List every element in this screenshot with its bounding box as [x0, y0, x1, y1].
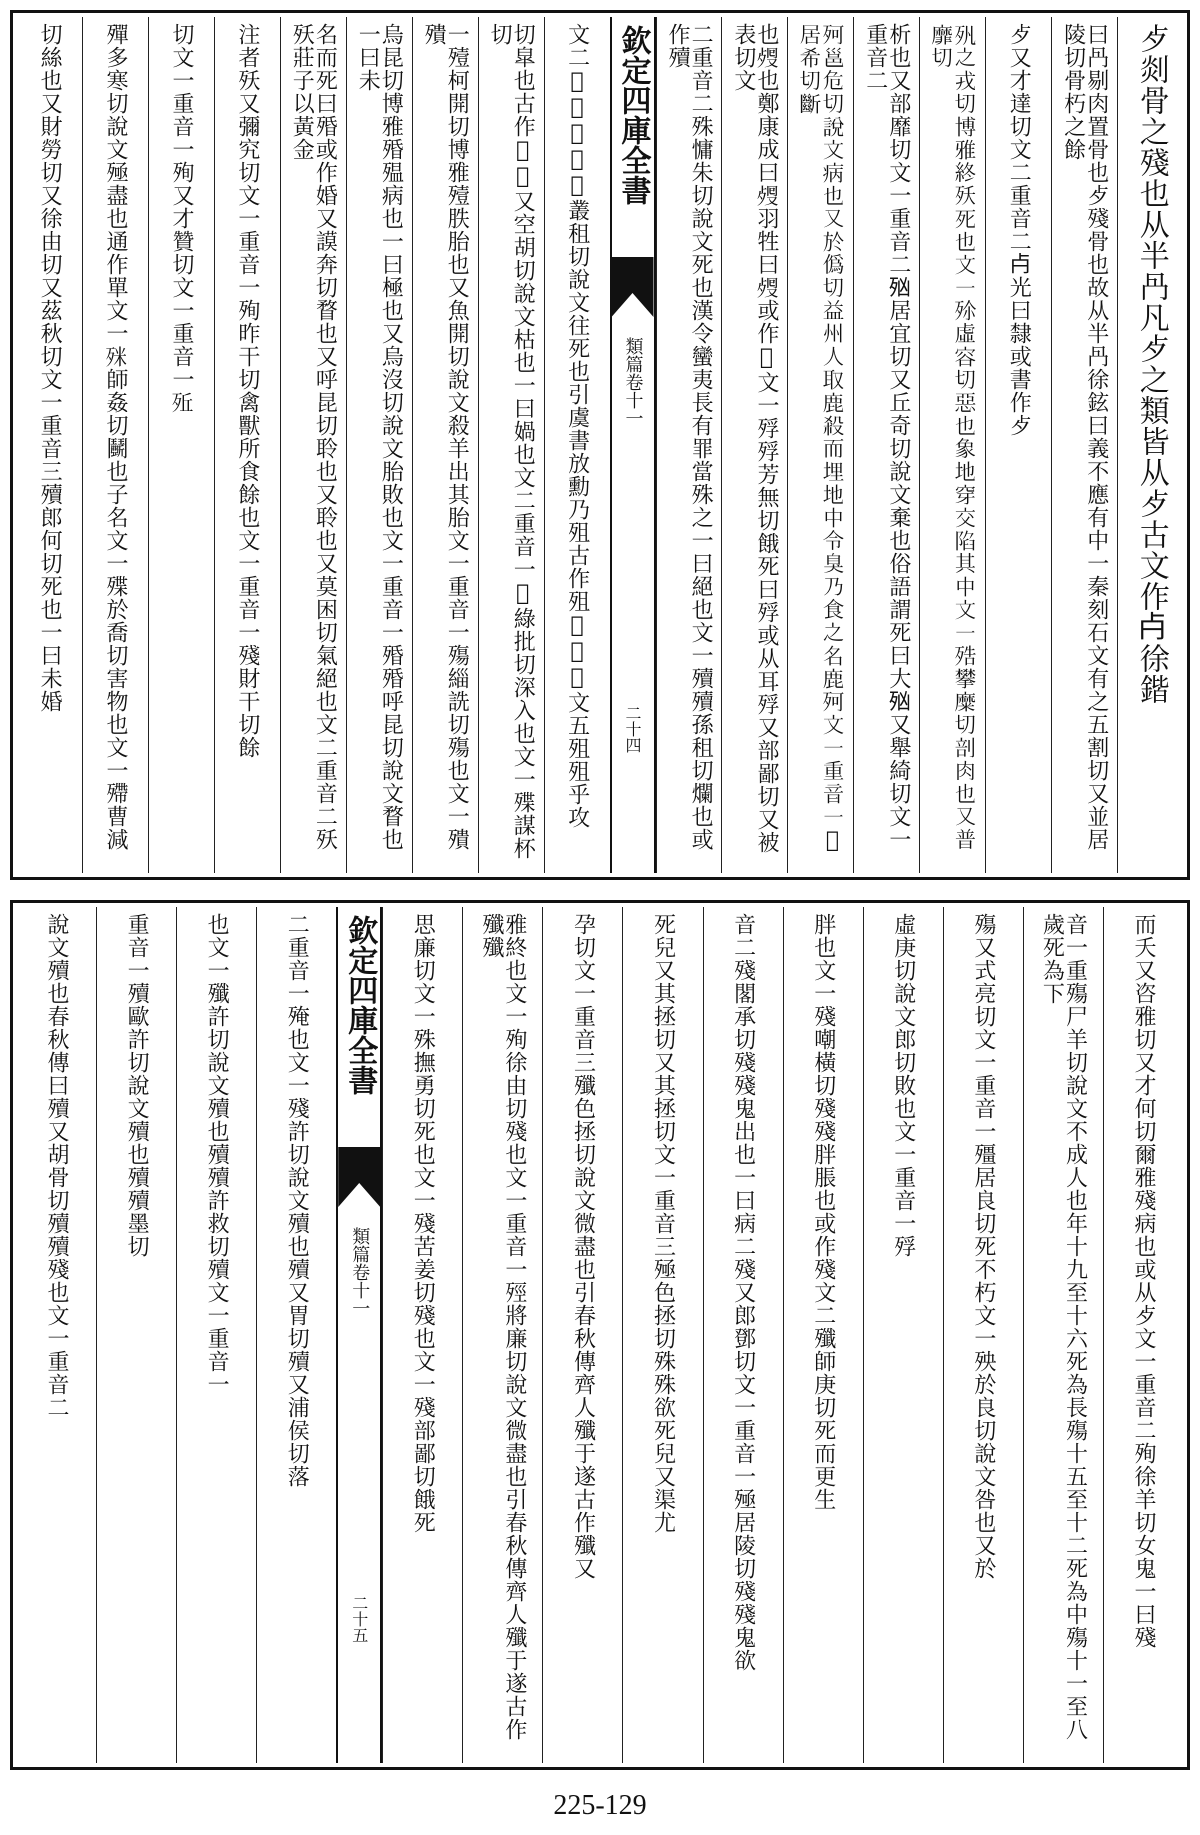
- text-column: 注者殀又彌究切文一重音一殉昨干切禽獸所食餘也文一重音一殘財干切餘: [214, 17, 280, 873]
- text-column: 孕切文一重音三殲色拯切說文微盡也引春秋傳齊人殲于遂古作殲又: [542, 907, 622, 1763]
- text-column: 歺剡骨之殘也从半冎凡歺之類皆从歺古文作𣦵徐鍇: [1117, 17, 1183, 873]
- text-column: 曰冎剔肉置骨也歺殘骨也故从半冎徐鉉曰義不應有中一秦刻石文有之五割切又並居陵切骨朽之餘: [1051, 17, 1117, 873]
- text-column: 音一重殤尸羊切說文不成人也年十九至十六死為長殤十五至十二死為中殤十一至八歲死為下: [1023, 907, 1103, 1763]
- banner-title: 欽定四庫全書: [342, 915, 378, 1095]
- text-column: 死兒又其拯切又其拯切文一重音三殛色拯切殊殊欲死兒又渠尤: [622, 907, 702, 1763]
- top-page: [10, 10, 1190, 880]
- banner-section: 類篇卷十一: [349, 1227, 371, 1317]
- text-column: 切文一重音一殉又才贊切文一重音一𣧭: [148, 17, 214, 873]
- text-column: 歺又才達切文二重音二𣦵光曰隸或書作歺: [985, 17, 1051, 873]
- banner-section: 類篇卷十一: [622, 337, 644, 427]
- page-number-footer: 225-129: [553, 1790, 647, 1821]
- text-column: 切皐也古作𣧰𣧰又空胡切說文枯也一曰媧也文二重音一𣨶綠批切深入也文一殜謀杯切: [478, 17, 544, 873]
- page-banner: [610, 17, 656, 873]
- text-column: 雅終也文一殉徐由切殘也文一重音一殌將廉切說文微盡也引春秋傳齊人殲于遂古作殲殲: [462, 907, 542, 1763]
- text-column: 也𣨏也鄭康成曰𣨏羽牲曰𣨏或作𣨒文一殍殍芳無切餓死曰殍或从耳殍又部鄙切又被表切文: [721, 17, 787, 873]
- banner-title: 欽定四庫全書: [615, 25, 651, 205]
- text-column: 說文殰也春秋傳曰殰又胡骨切殰殰殘也文一重音二: [43, 913, 69, 1419]
- text-column: 虛庚切說文郎切敗也文一重音一殍: [863, 907, 943, 1763]
- fish-tail-ornament: [338, 1147, 380, 1207]
- text-column: 也文一殲許切說文殰也殰殰許救切殰文一重音一: [176, 907, 256, 1763]
- text-column: 殤又式亮切文一重音一殭居良切死不朽文一殃於良切說文咎也又於: [943, 907, 1023, 1763]
- text-column: 二重音一殗也文一殘許切說文殰也殰又胃切殰又浦侯切落: [256, 907, 336, 1763]
- text-column: 一殪柯開切博雅殪胅胎也又魚開切說文殺羊出其胎文一重音一殤緇詵切殤也文一殨殨: [412, 17, 478, 873]
- page-banner: [336, 907, 382, 1763]
- text-column: 切絲也又財勞切又徐由切又茲秋切文一重音三殰郎何切死也一曰未婚: [37, 23, 63, 713]
- fish-tail-ornament: [612, 257, 654, 317]
- text-column: 析也又部靡切文一重音二𣧑居宜切又丘奇切說文棄也俗語謂死曰大𣧑又舉綺切文一重音二: [853, 17, 919, 873]
- text-column: 重音一殰歐許切說文殰也殰殰墨切: [96, 907, 176, 1763]
- text-column: 烏昆切博雅殙殟病也一曰極也又烏沒切說文胎敗也文一重音一殙殙呼昆切說文瞀也一曰未: [346, 17, 412, 873]
- text-column: 𣧇之戎切博雅終殀死也文一𣧠虛容切惡也象地穿交陷其中文一𣨓攀糜切剖肉也又普靡切: [919, 17, 985, 873]
- text-column: 二重音二殊慵朱切說文死也漢令蠻夷長有罪當殊之一曰絕也文一殰殰孫租切爛也或作殰: [656, 17, 722, 873]
- banner-page-number: 二十五: [349, 1595, 369, 1643]
- text-column: 而夭又咨雅切又才何切爾雅殘病也或从歺文一重音二殉徐羊切女鬼一曰殘: [1103, 907, 1183, 1763]
- text-column: 思廉切文一殊撫勇切死也文一殘苦姜切殘也文一殘部鄙切餓死: [382, 907, 462, 1763]
- text-column: 殫多寒切說文殛盡也通作單文一𣧲師姦切鬭也子名文一殜於喬切害物也文一殢曹減: [82, 17, 148, 873]
- banner-page-number: 二十四: [623, 705, 642, 753]
- text-column: 文二𣧰𣧰𣧰𣧰𣧰叢租切說文往死也引虞書放勳乃殂古作殂𣧰𣧰𣧰文五殂殂乎攻: [544, 17, 610, 873]
- bottom-page: [10, 900, 1190, 1770]
- text-column: 名而死曰殙或作婚又謨奔切瞀也又呼昆切聆也又聆也又莫困切氣絕也文二重音二殀殀莊子以黃金: [280, 17, 346, 873]
- text-column: 音二殘閣承切殘殘鬼出也一曰病二殘又郎鄧切文一重音一殛居陵切殘殘鬼欲: [703, 907, 783, 1763]
- text-column: 胖也文一殘嘲橫切殘殘胖脹也或作殘文二殲師庚切死而更生: [783, 907, 863, 1763]
- text-column: 𣧤邕危切說文病也又於偽切益州人取鹿殺而埋地中令臭乃食之名鹿𣧤文一重音一𣨒居希切斷: [787, 17, 853, 873]
